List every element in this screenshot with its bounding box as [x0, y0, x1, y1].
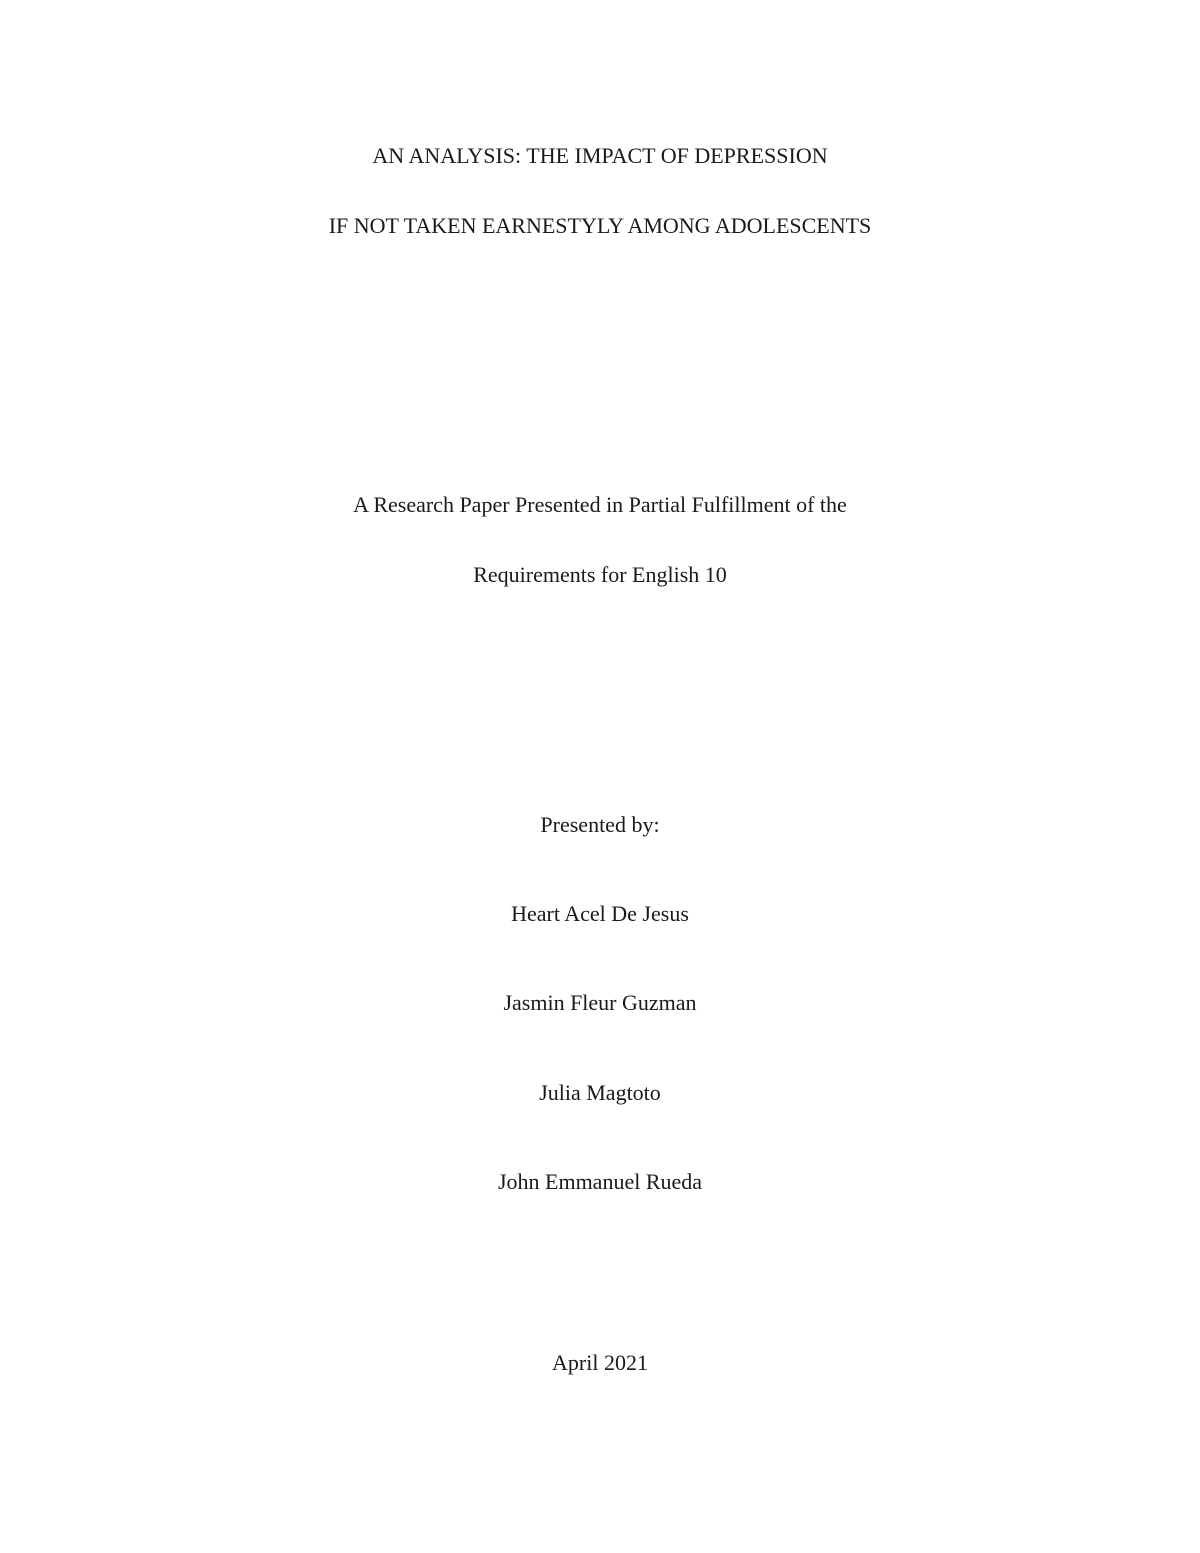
subtitle-line-1: A Research Paper Presented in Partial Fulfillment of the — [353, 492, 847, 517]
title-line-2: IF NOT TAKEN EARNESTYLY AMONG ADOLESCENTS — [328, 213, 872, 238]
author-name: Jasmin Fleur Guzman — [503, 990, 697, 1015]
author-name: Julia Magtoto — [539, 1080, 661, 1105]
presented-by-label: Presented by: — [540, 812, 660, 837]
subtitle-line-2: Requirements for English 10 — [473, 562, 727, 587]
author-name: John Emmanuel Rueda — [497, 1169, 703, 1194]
author-name: Heart Acel De Jesus — [511, 901, 689, 926]
title-line-1: AN ANALYSIS: THE IMPACT OF DEPRESSION — [372, 143, 828, 168]
submission-date: April 2021 — [552, 1350, 648, 1375]
